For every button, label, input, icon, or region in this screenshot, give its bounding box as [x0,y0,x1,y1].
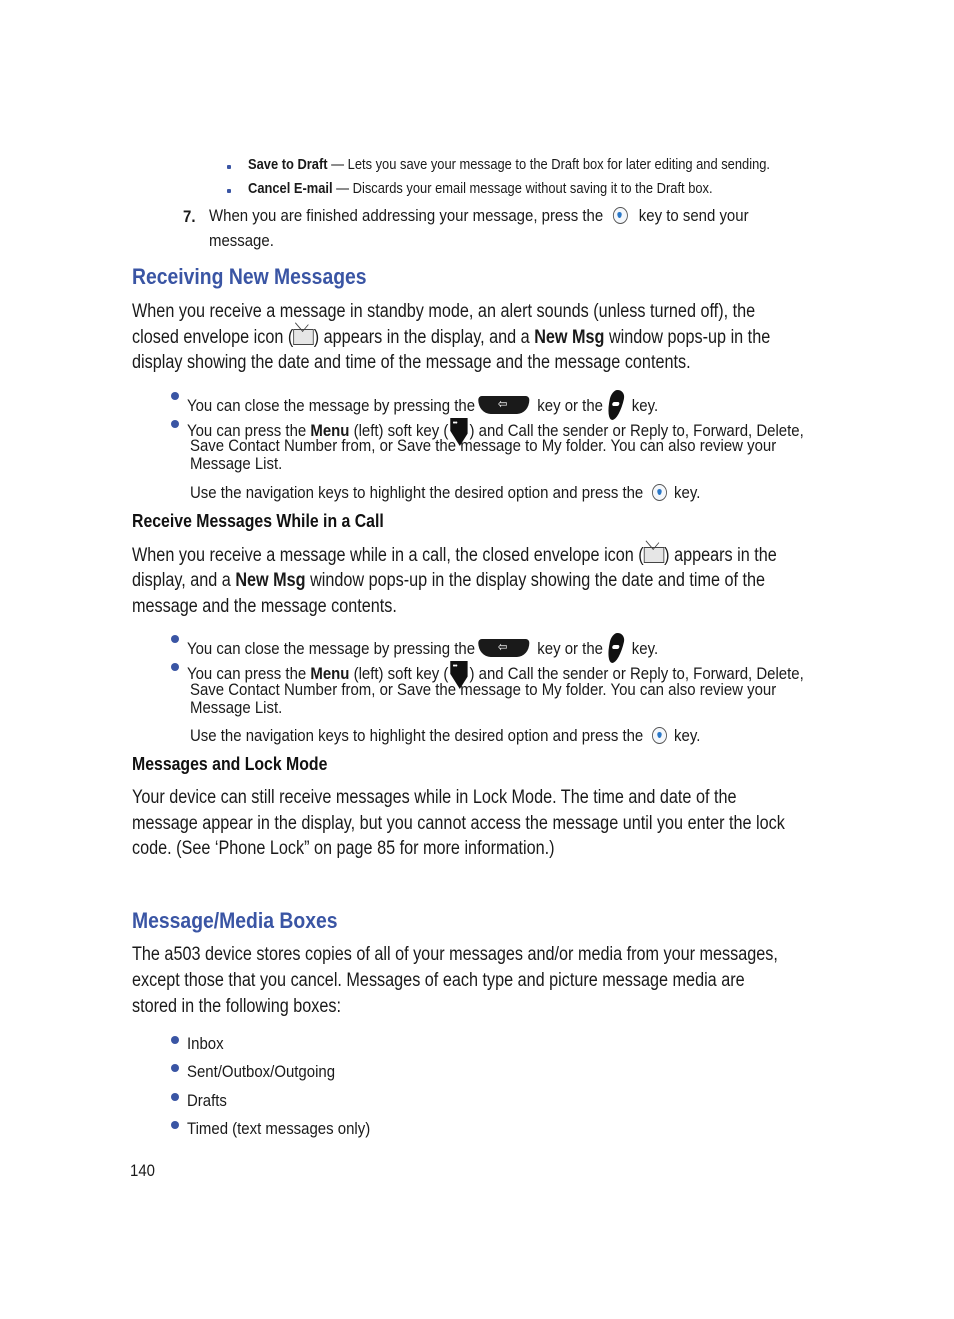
list-item: Timed (text messages only) [187,1119,371,1138]
paragraph: When you receive a message while in a call, the closed envelope icon ( ) appears in the [132,545,777,566]
menu-bullet-line3: Message List. [190,698,283,717]
bullet-marker [171,635,179,643]
paragraph: When you receive a message in standby mode, an alert sounds (unless turned off), the [132,301,756,322]
paragraph: display showing the date and time of the message and the message contents. [132,352,691,373]
list-item: Inbox [187,1034,224,1053]
envelope-icon [644,547,664,563]
envelope-icon [293,329,313,345]
section-heading: Message/Media Boxes [132,908,338,933]
back-key-icon [479,639,530,657]
page-number: 140 [130,1161,155,1180]
list-item: Sent/Outbox/Outgoing [187,1062,336,1081]
bullet-marker [227,165,231,169]
paragraph: display, and a New Msg window pops-up in the display showing the date and time of the [132,570,766,591]
bullet-marker [171,1064,179,1072]
paragraph: code. (See ‘Phone Lock” on page 85 for more information.) [132,838,555,859]
nav-note: Use the navigation keys to highlight the desired option and press the key. [190,483,701,502]
bullet-marker [227,189,231,193]
bullet-marker [171,1036,179,1044]
paragraph: closed envelope icon ( ) appears in the display, and a New Msg window pops-up in the [132,327,771,348]
step-7-text-line2: message. [209,231,274,250]
ok-key-icon [613,207,628,224]
back-key-icon [479,396,530,414]
cancel-email-item: Cancel E-mail — Discards your email message without saving it to the Draft box. [248,180,713,197]
bullet-marker [171,420,179,428]
paragraph: Your device can still receive messages while in Lock Mode. The time and date of the [132,787,737,808]
bullet-marker [171,663,179,671]
ok-key-icon [652,727,667,744]
end-key-icon [605,390,626,420]
subsection-heading: Receive Messages While in a Call [132,511,384,531]
paragraph: The a503 device stores copies of all of your messages and/or media from your messages, [132,944,778,965]
menu-bullet-line2: Save Contact Number from, or Save the message to My folder. You can also review your [190,680,777,699]
section-heading: Receiving New Messages [132,264,367,289]
menu-bullet: You can press the Menu (left) soft key (••• ) and Call the sender or Reply to, Forward, Delete, [187,418,888,446]
step-number: 7. [183,207,196,226]
end-key-icon [605,633,626,663]
save-to-draft-item: Save to Draft — Lets you save your message to the Draft box for later editing and sending. [248,156,771,173]
bullet-marker [171,392,179,400]
menu-bullet-line3: Message List. [190,454,283,473]
paragraph: stored in the following boxes: [132,996,342,1017]
menu-bullet: You can press the Menu (left) soft key (••• ) and Call the sender or Reply to, Forward, Delete, [187,661,888,689]
menu-bullet-line2: Save Contact Number from, or Save the message to My folder. You can also review your [190,436,777,455]
ok-key-icon [652,484,667,501]
close-message-bullet: You can close the message by pressing the⇦ key or the key. [187,390,722,420]
close-message-bullet: You can close the message by pressing the⇦ key or the key. [187,633,722,663]
bullet-marker [171,1121,179,1129]
step-7-text: When you are finished addressing your message, press the key to send your [209,206,749,225]
paragraph: message and the message contents. [132,596,397,617]
subsection-heading: Messages and Lock Mode [132,754,328,774]
bullet-marker [171,1093,179,1101]
nav-note: Use the navigation keys to highlight the desired option and press the key. [190,726,701,745]
paragraph: except those that you cancel. Messages of each type and picture message media are [132,970,745,991]
paragraph: message appear in the display, but you cannot access the message until you enter the lock [132,813,785,834]
list-item: Drafts [187,1091,227,1110]
